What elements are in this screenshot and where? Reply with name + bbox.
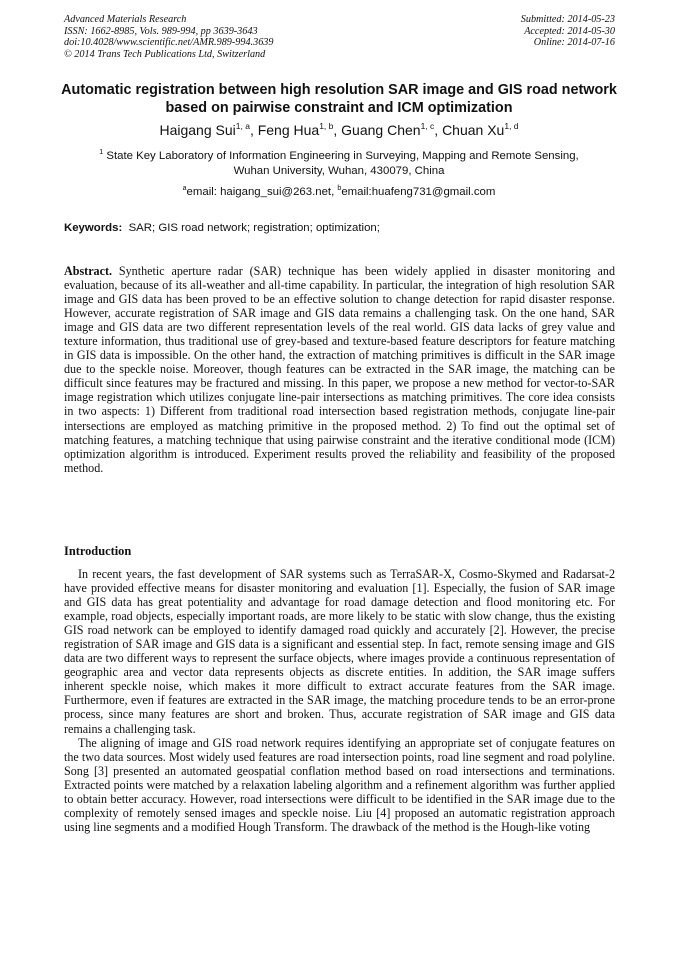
- email-a: email: haigang_sui@263.net,: [186, 186, 338, 198]
- submitted-date: Submitted: 2014-05-23: [520, 14, 615, 25]
- keywords-label: Keywords:: [64, 222, 123, 234]
- author-separator: ,: [333, 122, 342, 138]
- abstract-text: Synthetic aperture radar (SAR) technique has been widely applied in disaster monitoring and evaluation, because of its all-weather and all-time capability. In particular, the integration of high resolution SAR image and GIS data has been proved to be an effective solution to change detection for rapid disaster response. However, accurate registration of SAR image and GIS data remains a challenging task. On the one hand, SAR image and GIS data are two different representation levels of the real world. GIS data lacks of grey value and texture information, thus traditional use of grey-based and texture-based feature descriptors for feature matching in GIS data is impossible. On the other hand, the extraction of matching primitives is difficult in the SAR image due to the speckle noise. Moreover, though features can be extracted in the SAR image, the matching can be difficult since features may be fractured and missing. In this paper, we propose a new method for vector-to-SAR image registration which utilizes conjugate line-pair intersections as matching primitives. The core idea consists in two aspects: 1) Different from traditional road intersection based registration methods, conjugate line-pair intersections are employed as matching primitive in the proposed method. 2) To find out the optimal set of matching features, a matching technique that using pairwise constraint and the iterative conditional mode (ICM) optimization algorithm is introduced. Experiment results proved the reliability and feasibility of the proposed method.: [64, 264, 615, 475]
- author-affiliation-marker: 1, d: [504, 121, 519, 131]
- journal-info: [64, 14, 273, 60]
- affiliation-line-2: Wuhan University, Wuhan, 430079, China: [233, 164, 445, 177]
- author-affiliation-marker: 1, c: [420, 121, 435, 131]
- publication-dates: [521, 14, 615, 49]
- paragraph: The aligning of image and GIS road network requires identifying an appropriate set of conjugate features on the two data sources. Most widely used features are road intersection points, road line segment and road polyline. Song [3] presented an automated geospatial conflation method based on road intersections and terminations. Extracted points were matched by a relaxation labeling algorithm and a refinement algorithm was further applied to obtain better accuracy. However, road intersections were difficult to be identified in the SAR image due to the complexity of remotely sensed images and speckle noise. Liu [4] proposed an automatic registration approach using line segments and a modified Hough Transform. The drawback of the method is the Hough-like voting: [64, 735, 615, 834]
- journal-issn: ISSN: 1662-8985, Vols. 989-994, pp 3639-3643: [64, 25, 258, 37]
- author-separator: ,: [434, 122, 443, 138]
- author-name: Haigang Sui: [159, 122, 236, 138]
- author-list: [40, 121, 638, 139]
- author-affiliation-marker: 1, b: [319, 121, 334, 131]
- author-separator: ,: [249, 122, 258, 138]
- abstract: [64, 264, 615, 475]
- email-marker-b: b: [337, 185, 342, 192]
- keywords-text: SAR; GIS road network; registration; optimization;: [128, 222, 380, 234]
- journal-doi: doi:10.4028/www.scientific.net/AMR.989-994.3639: [64, 37, 274, 48]
- affiliation: [40, 149, 638, 178]
- introduction-body: [64, 567, 615, 834]
- paper-title: Automatic registration between high resolution SAR image and GIS road network based on pairwise constraint and ICM optimization: [61, 82, 617, 116]
- author-affiliation-marker: 1, a: [235, 121, 250, 131]
- affiliation-text-1: State Key Laboratory of Information Engineering in Surveying, Mapping and Remote Sensing,: [106, 150, 579, 162]
- journal-copyright: © 2014 Trans Tech Publications Ltd, Switzerland: [64, 48, 266, 60]
- author-name: Chuan Xu: [442, 122, 505, 138]
- online-date: Online: 2014-07-16: [533, 37, 615, 48]
- email-marker-a: a: [182, 185, 187, 192]
- affiliation-line-1: [40, 149, 638, 164]
- author-name: Feng Hua: [257, 122, 320, 138]
- author-emails: [40, 185, 638, 199]
- email-b: email:huafeng731@gmail.com: [341, 186, 496, 198]
- paragraph: In recent years, the fast development of SAR systems such as TerraSAR-X, Cosmo-Skymed and Radarsat-2 have provided effective means for disaster monitoring and evaluation [1]. Especially, the fusion of SAR image and GIS data has great potentiality and advantage for road damage detection and flood monitoring etc. For example, road objects, especially important roads, are more likely to be static with slow change, thus the existing GIS road network can be employed to identify damaged road quickly and accurately [2]. However, the precise registration of SAR image and GIS data is a significant and essential step. In fact, remote sensing image and GIS data are two different ways to represent the surface objects, where images provide a continuous representation of geographic area and vector data represents objects as discrete entities. In addition, the SAR image suffers inherent speckle noise, which makes it more difficult to extract accurate features from the SAR image. Furthermore, even if features are extracted in the SAR image, the matching procedure tends to be an error-prone process, since many features are short and broken. Thus, accurate registration of SAR image and GIS data remains a challenging task.: [64, 567, 615, 736]
- accepted-date: Accepted: 2014-05-30: [524, 25, 615, 37]
- author-name: Guang Chen: [341, 122, 421, 138]
- abstract-label: Abstract.: [64, 264, 113, 278]
- section-heading-introduction: Introduction: [64, 544, 132, 558]
- journal-name: Advanced Materials Research: [64, 14, 187, 25]
- affiliation-marker: 1: [99, 149, 104, 156]
- keywords: [64, 221, 615, 235]
